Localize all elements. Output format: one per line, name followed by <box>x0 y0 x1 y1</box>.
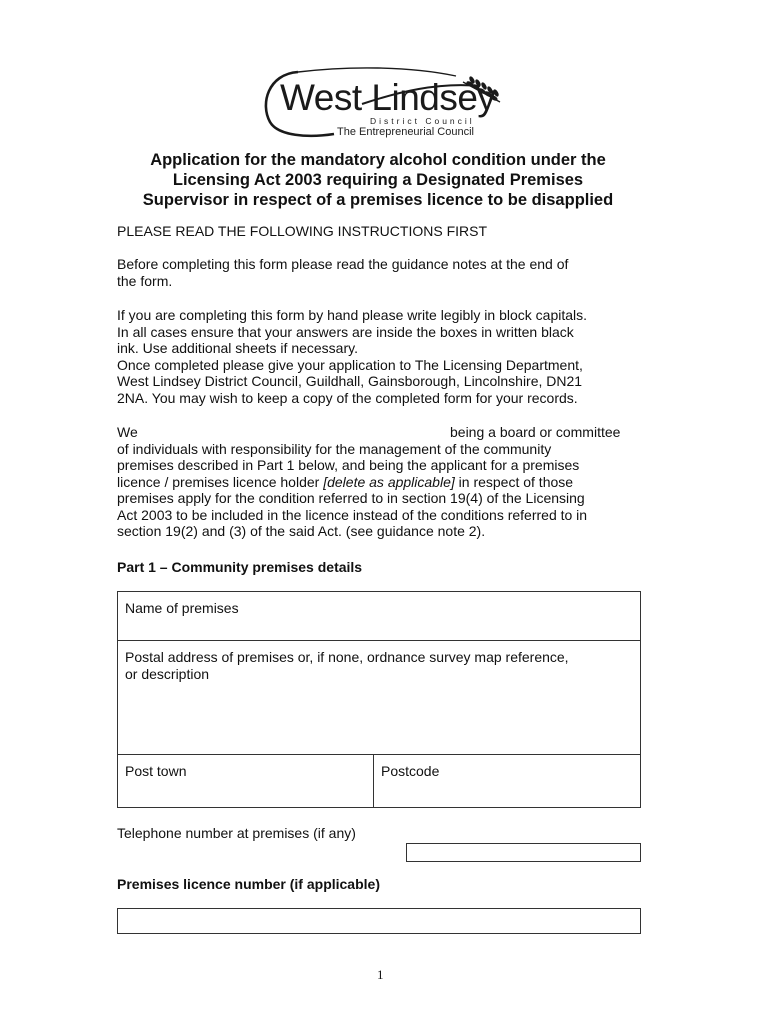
premises-name-field[interactable] <box>117 591 641 641</box>
paragraph-line: licence / premises licence holder [delete as applicable] in respect of those <box>117 473 574 490</box>
guidance-paragraph <box>117 256 647 289</box>
paragraph-line: In all cases ensure that your answers are inside the boxes in written black <box>117 323 574 340</box>
paragraph-line: Act 2003 to be included in the licence instead of the conditions referred to in <box>117 506 588 523</box>
form-title-line: Supervisor in respect of a premises licence to be disapplied <box>142 191 614 209</box>
instructions-heading: PLEASE READ THE FOLLOWING INSTRUCTIONS FIRST <box>117 223 488 239</box>
paragraph-line: premises apply for the condition referred to in section 19(4) of the Licensing <box>117 490 585 506</box>
delete-as-applicable-note: [delete as applicable] <box>323 473 455 490</box>
logo-name: West Lindsey <box>280 77 496 118</box>
paragraph-line: ink. Use additional sheets if necessary. <box>117 340 358 356</box>
post-town-label: Post town <box>125 763 187 779</box>
part1-heading: Part 1 – Community premises details <box>117 559 363 575</box>
paragraph-line: premises described in Part 1 below, and being the applicant for a premises <box>117 457 580 473</box>
page-number: 1 <box>377 967 384 982</box>
form-title-line: Licensing Act 2003 requiring a Designated Premises <box>172 171 584 189</box>
form-title <box>100 150 656 210</box>
post-town-field[interactable] <box>117 754 374 808</box>
paragraph-line: West Lindsey District Council, Guildhall, Gainsborough, Lincolnshire, DN21 <box>117 373 583 389</box>
paragraph-line: of individuals with responsibility for the management of the community <box>117 440 552 457</box>
paragraph-line: the form. <box>117 272 173 289</box>
licence-number-label: Premises licence number (if applicable) <box>117 876 380 892</box>
paragraph-line: If you are completing this form by hand please write legibly in block capitals. <box>117 307 588 323</box>
paragraph-line: 2NA. You may wish to keep a copy of the completed form for your records. <box>117 389 578 406</box>
logo-subtitle: District Council <box>370 116 475 126</box>
we-label: We <box>117 424 138 440</box>
completion-instructions <box>117 307 647 406</box>
licence-number-input[interactable] <box>117 908 641 934</box>
postcode-label: Postcode <box>381 763 440 779</box>
paragraph-line: section 19(2) and (3) of the said Act. (see guidance note 2). <box>117 523 486 539</box>
postal-address-label: Postal address of premises or, if none, ordnance survey map reference, <box>125 649 569 665</box>
postcode-field[interactable] <box>373 754 641 808</box>
paragraph-line: Once completed please give your application to The Licensing Department, <box>117 356 583 373</box>
postal-address-label-2: or description <box>125 666 210 682</box>
postal-address-field[interactable] <box>117 640 641 755</box>
board-text: being a board or committee <box>450 424 621 440</box>
council-logo <box>258 64 508 144</box>
form-title-line: Application for the mandatory alcohol condition under the <box>150 151 606 169</box>
telephone-label: Telephone number at premises (if any) <box>117 825 356 841</box>
telephone-input[interactable] <box>406 843 641 862</box>
declaration-paragraph <box>117 424 647 540</box>
logo-tagline: The Entrepreneurial Council <box>337 126 474 138</box>
paragraph-line: Before completing this form please read the guidance notes at the end of <box>117 256 569 272</box>
premises-name-label: Name of premises <box>125 600 239 616</box>
